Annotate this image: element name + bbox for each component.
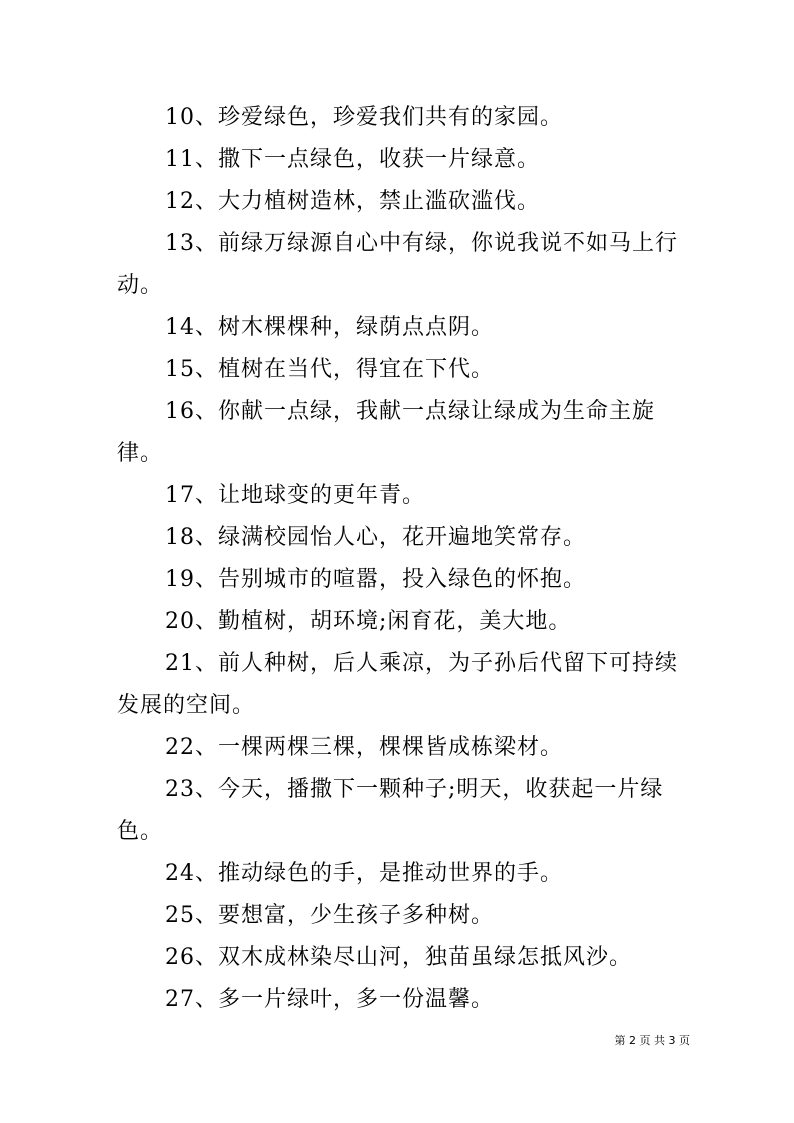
slogan-paragraph: 23、今天，播撒下一颗种子;明天，收获起一片绿色。 — [117, 777, 664, 844]
slogan-paragraph: 19、告别城市的喧嚣，投入绿色的怀抱。 — [165, 567, 586, 592]
slogan-paragraph: 25、要想富，少生孩子多种树。 — [165, 903, 494, 928]
slogan-paragraph: 12、大力植树造林，禁止滥砍滥伐。 — [165, 189, 540, 214]
slogan-paragraph: 14、树木棵棵种，绿荫点点阴。 — [165, 315, 494, 340]
slogan-paragraph: 16、你献一点绿，我献一点绿让绿成为生命主旋律。 — [117, 399, 655, 466]
slogan-paragraph: 13、前绿万绿源自心中有绿，你说我说不如马上行动。 — [117, 231, 678, 298]
slogan-paragraph: 26、双木成林染尽山河，独苗虽绿怎抵风沙。 — [165, 945, 632, 970]
slogan-paragraph: 10、珍爱绿色，珍爱我们共有的家园。 — [165, 105, 563, 130]
page-number-footer: 第 2 页 共 3 页 — [614, 1034, 690, 1047]
slogan-paragraph: 20、勤植树，胡环境;闲育花，美大地。 — [165, 609, 572, 634]
slogan-paragraph: 18、绿满校园怡人心，花开遍地笑常存。 — [165, 525, 586, 550]
slogan-paragraph: 22、一棵两棵三棵，棵棵皆成栋梁材。 — [165, 735, 563, 760]
slogan-paragraph: 11、撒下一点绿色，收获一片绿意。 — [165, 147, 540, 172]
slogan-paragraph: 17、让地球变的更年青。 — [165, 483, 425, 508]
slogan-paragraph: 27、多一片绿叶，多一份温馨。 — [165, 987, 494, 1012]
slogan-paragraph: 21、前人种树，后人乘凉，为子孙后代留下可持续发展的空间。 — [117, 651, 678, 718]
slogan-paragraph: 15、植树在当代，得宜在下代。 — [165, 357, 494, 382]
slogan-paragraph: 24、推动绿色的手，是推动世界的手。 — [165, 861, 563, 886]
document-body — [117, 97, 687, 1021]
